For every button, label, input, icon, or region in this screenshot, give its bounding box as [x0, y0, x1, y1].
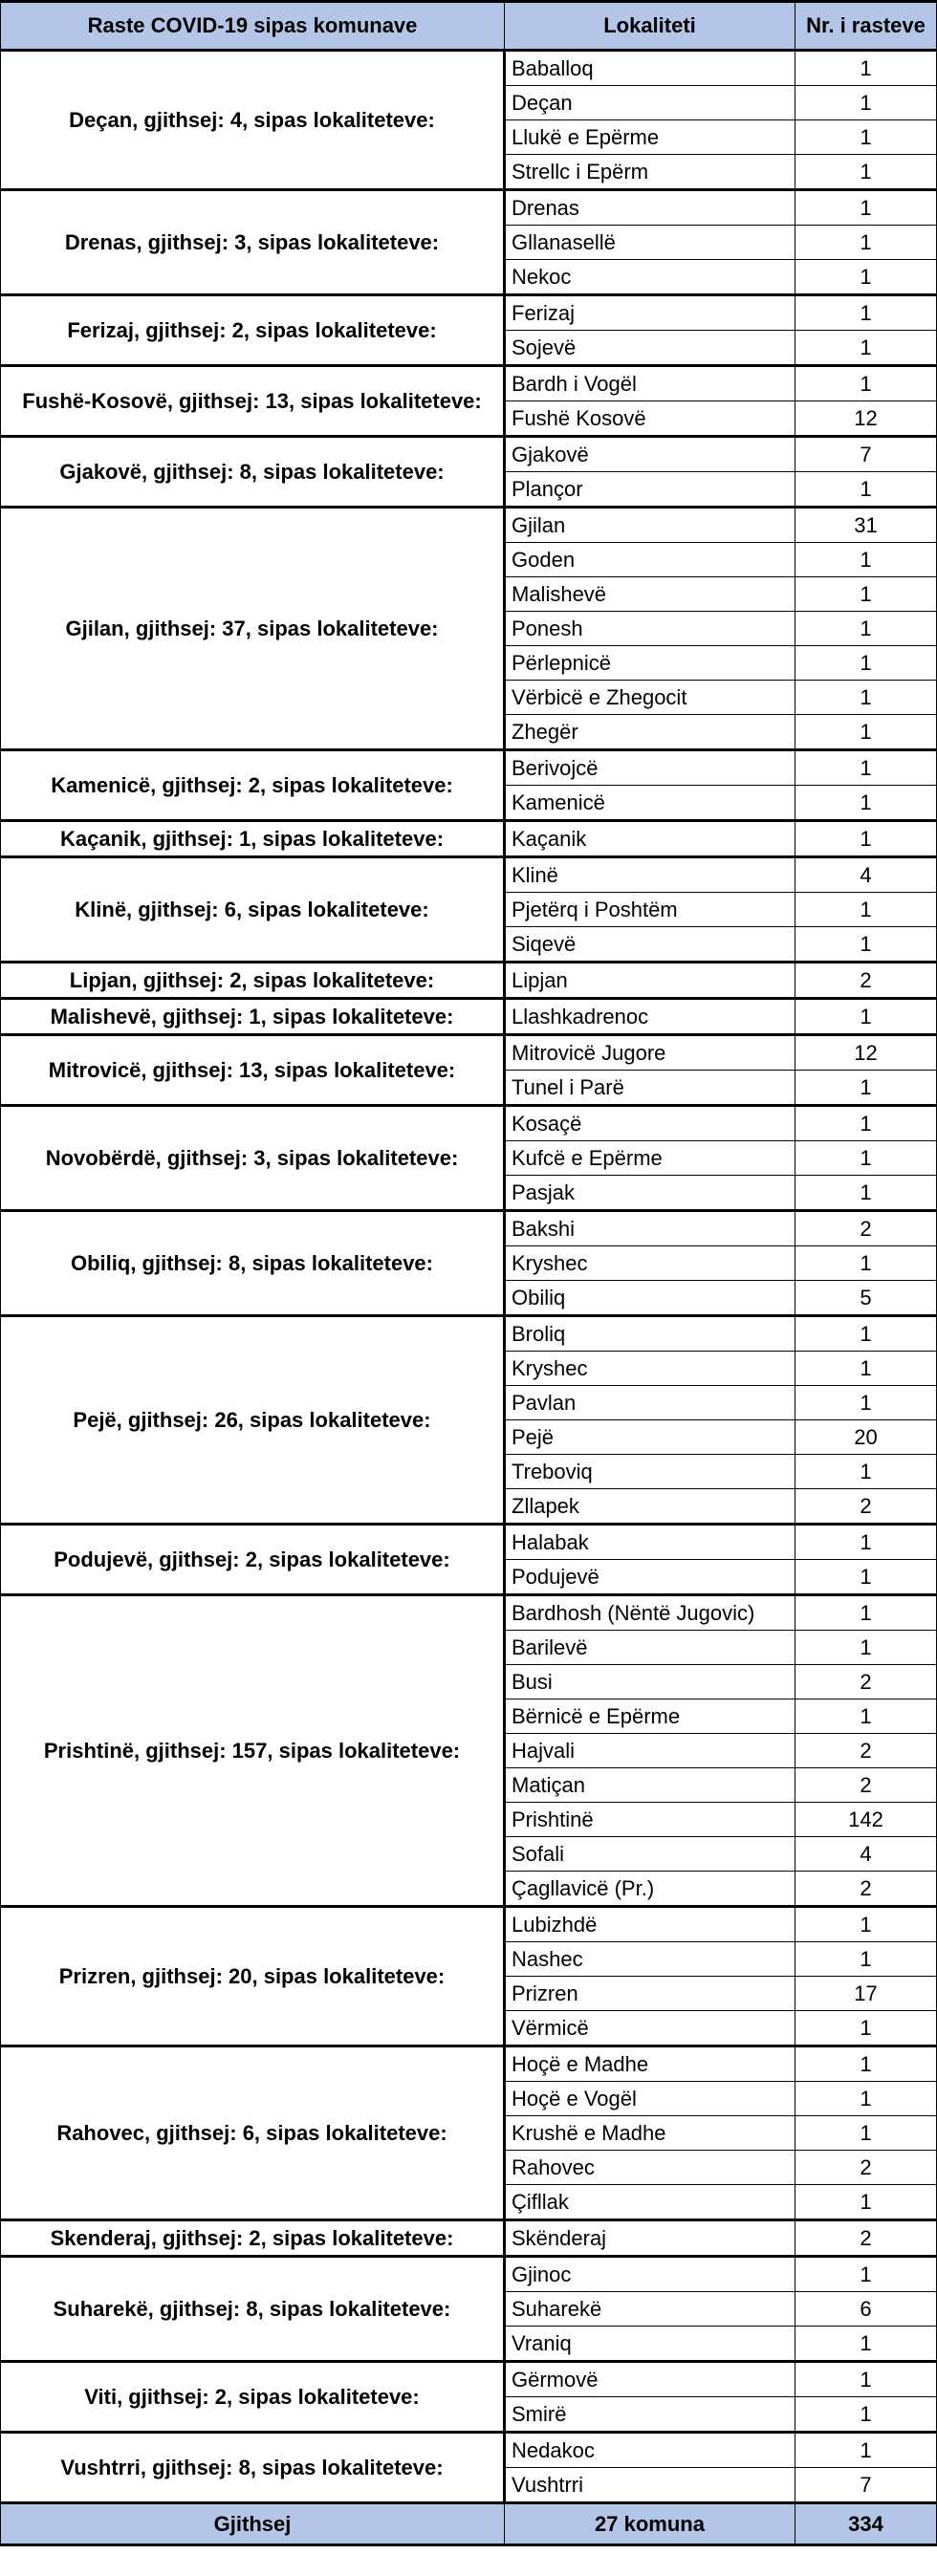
locality-cell: Ponesh: [505, 612, 795, 646]
count-cell: 1: [795, 1141, 937, 1176]
count-cell: 12: [795, 1035, 937, 1071]
locality-cell: Strellc i Epërm: [505, 155, 795, 190]
table-row: [1, 2257, 937, 2292]
count-cell: 1: [795, 472, 937, 508]
count-cell: 2: [795, 1211, 937, 1246]
table-row: [1, 295, 937, 331]
count-cell: 1: [795, 821, 937, 857]
count-cell: 1: [795, 1942, 937, 1977]
count-cell: 1: [795, 226, 937, 260]
count-cell: 1: [795, 2116, 937, 2151]
locality-cell: Fushë Kosovë: [505, 401, 795, 437]
count-cell: 2: [795, 2220, 937, 2257]
locality-cell: Pejë: [505, 1420, 795, 1455]
locality-cell: Çagllavicë (Pr.): [505, 1872, 795, 1907]
locality-cell: Kryshec: [505, 1352, 795, 1386]
locality-cell: Zhegër: [505, 715, 795, 750]
table-row: [1, 821, 937, 857]
locality-cell: Pavlan: [505, 1386, 795, 1420]
count-cell: 1: [795, 2046, 937, 2082]
locality-cell: Rahovec: [505, 2151, 795, 2185]
locality-cell: Obiliq: [505, 1281, 795, 1316]
locality-cell: Bardh i Vogël: [505, 366, 795, 401]
count-cell: 1: [795, 366, 937, 401]
municipality-cell: Prizren, gjithsej: 20, sipas lokaliteteve:: [1, 1907, 505, 2046]
count-cell: 1: [795, 1455, 937, 1489]
count-cell: 1: [795, 681, 937, 715]
count-cell: 1: [795, 612, 937, 646]
locality-cell: Baballoq: [505, 51, 795, 86]
locality-cell: Smirë: [505, 2397, 795, 2433]
count-cell: 1: [795, 2257, 937, 2292]
table-row: [1, 1211, 937, 1246]
count-cell: 1: [795, 1699, 937, 1734]
count-cell: 1: [795, 750, 937, 786]
locality-cell: Deçan: [505, 86, 795, 120]
locality-cell: Hajvali: [505, 1734, 795, 1768]
locality-cell: Gjinoc: [505, 2257, 795, 2292]
count-cell: 1: [795, 2185, 937, 2220]
locality-cell: Malishevë: [505, 577, 795, 612]
count-cell: 1: [795, 2397, 937, 2433]
count-cell: 1: [795, 2433, 937, 2468]
locality-cell: Nekoc: [505, 260, 795, 295]
municipality-cell: Deçan, gjithsej: 4, sipas lokaliteteve:: [1, 51, 505, 190]
locality-cell: Klinë: [505, 857, 795, 893]
count-cell: 17: [795, 1977, 937, 2011]
count-cell: 1: [795, 646, 937, 681]
locality-cell: Mitrovicë Jugore: [505, 1035, 795, 1071]
municipality-cell: Kaçanik, gjithsej: 1, sipas lokaliteteve:: [1, 821, 505, 857]
count-cell: 1: [795, 1386, 937, 1420]
municipality-cell: Gjilan, gjithsej: 37, sipas lokaliteteve:: [1, 508, 505, 750]
count-cell: 1: [795, 2011, 937, 2046]
table-row: [1, 1525, 937, 1560]
table-body: [1, 2, 937, 2545]
locality-cell: Pasjak: [505, 1176, 795, 1211]
locality-cell: Halabak: [505, 1525, 795, 1560]
municipality-cell: Rahovec, gjithsej: 6, sipas lokaliteteve:: [1, 2046, 505, 2220]
table-row: [1, 1907, 937, 1942]
municipality-cell: Pejë, gjithsej: 26, sipas lokaliteteve:: [1, 1316, 505, 1525]
municipality-cell: Novobërdë, gjithsej: 3, sipas lokaliteteve:: [1, 1106, 505, 1211]
locality-cell: Treboviq: [505, 1455, 795, 1489]
locality-cell: Kosaçë: [505, 1106, 795, 1141]
header-row: [1, 2, 937, 51]
locality-cell: Sojevë: [505, 331, 795, 366]
locality-cell: Gërmovë: [505, 2362, 795, 2397]
locality-cell: Hoçë e Vogël: [505, 2082, 795, 2116]
table-row: [1, 750, 937, 786]
count-cell: 142: [795, 1803, 937, 1837]
locality-cell: Kaçanik: [505, 821, 795, 857]
table-row: [1, 1035, 937, 1071]
locality-cell: Goden: [505, 543, 795, 577]
count-cell: 1: [795, 2362, 937, 2397]
municipality-cell: Viti, gjithsej: 2, sipas lokaliteteve:: [1, 2362, 505, 2433]
locality-cell: Krushë e Madhe: [505, 2116, 795, 2151]
count-cell: 12: [795, 401, 937, 437]
locality-cell: Kamenicë: [505, 786, 795, 821]
locality-cell: Vërmicë: [505, 2011, 795, 2046]
count-cell: 7: [795, 2468, 937, 2503]
count-cell: 1: [795, 543, 937, 577]
municipality-cell: Lipjan, gjithsej: 2, sipas lokaliteteve:: [1, 963, 505, 999]
count-cell: 1: [795, 260, 937, 295]
locality-cell: Tunel i Parë: [505, 1071, 795, 1106]
table-row: [1, 437, 937, 472]
locality-cell: Pjetërq i Poshtëm: [505, 893, 795, 927]
table-row: [1, 366, 937, 401]
locality-cell: Zllapek: [505, 1489, 795, 1525]
count-cell: 31: [795, 508, 937, 543]
locality-cell: Nedakoc: [505, 2433, 795, 2468]
count-cell: 2: [795, 1768, 937, 1803]
count-cell: 1: [795, 1907, 937, 1942]
count-cell: 1: [795, 786, 937, 821]
header-municipality: Raste COVID-19 sipas komunave: [1, 2, 505, 51]
count-cell: 1: [795, 927, 937, 963]
locality-cell: Kufcë e Epërme: [505, 1141, 795, 1176]
table-row: [1, 1106, 937, 1141]
count-cell: 1: [795, 1525, 937, 1560]
count-cell: 1: [795, 1176, 937, 1211]
table-row: [1, 2433, 937, 2468]
municipality-cell: Mitrovicë, gjithsej: 13, sipas lokaliteteve:: [1, 1035, 505, 1106]
table-row: [1, 190, 937, 226]
count-cell: 20: [795, 1420, 937, 1455]
count-cell: 1: [795, 1595, 937, 1631]
count-cell: 1: [795, 190, 937, 226]
locality-cell: Vërbicë e Zhegocit: [505, 681, 795, 715]
count-cell: 1: [795, 2082, 937, 2116]
locality-cell: Gllanasellë: [505, 226, 795, 260]
locality-cell: Siqevë: [505, 927, 795, 963]
locality-cell: Lubizhdë: [505, 1907, 795, 1942]
table-row: [1, 2220, 937, 2257]
locality-cell: Bardhosh (Nëntë Jugovic): [505, 1595, 795, 1631]
total-count: 334: [795, 2503, 937, 2545]
locality-cell: Përlepnicë: [505, 646, 795, 681]
locality-cell: Gjilan: [505, 508, 795, 543]
locality-cell: Kryshec: [505, 1246, 795, 1281]
count-cell: 1: [795, 893, 937, 927]
total-label: Gjithsej: [1, 2503, 505, 2545]
table-row: [1, 51, 937, 86]
table-row: [1, 2046, 937, 2082]
locality-cell: Skënderaj: [505, 2220, 795, 2257]
count-cell: 1: [795, 1071, 937, 1106]
municipality-cell: Gjakovë, gjithsej: 8, sipas lokaliteteve:: [1, 437, 505, 508]
table-row: [1, 508, 937, 543]
municipality-cell: Vushtrri, gjithsej: 8, sipas lokaliteteve:: [1, 2433, 505, 2503]
locality-cell: Prizren: [505, 1977, 795, 2011]
total-row: [1, 2503, 937, 2545]
locality-cell: Gjakovë: [505, 437, 795, 472]
count-cell: 1: [795, 1560, 937, 1595]
municipality-cell: Skenderaj, gjithsej: 2, sipas lokaliteteve:: [1, 2220, 505, 2257]
count-cell: 1: [795, 1246, 937, 1281]
count-cell: 2: [795, 963, 937, 999]
municipality-cell: Ferizaj, gjithsej: 2, sipas lokaliteteve:: [1, 295, 505, 366]
count-cell: 1: [795, 1106, 937, 1141]
header-count: Nr. i rasteve: [795, 2, 937, 51]
count-cell: 1: [795, 120, 937, 155]
count-cell: 1: [795, 1631, 937, 1665]
table-row: [1, 2362, 937, 2397]
locality-cell: Ferizaj: [505, 295, 795, 331]
count-cell: 2: [795, 2151, 937, 2185]
municipality-cell: Drenas, gjithsej: 3, sipas lokaliteteve:: [1, 190, 505, 295]
locality-cell: Drenas: [505, 190, 795, 226]
municipality-cell: Klinë, gjithsej: 6, sipas lokaliteteve:: [1, 857, 505, 963]
locality-cell: Bakshi: [505, 1211, 795, 1246]
locality-cell: Llukë e Epërme: [505, 120, 795, 155]
locality-cell: Barilevë: [505, 1631, 795, 1665]
count-cell: 1: [795, 2327, 937, 2362]
table-row: [1, 857, 937, 893]
locality-cell: Prishtinë: [505, 1803, 795, 1837]
locality-cell: Vraniq: [505, 2327, 795, 2362]
municipality-cell: Malishevë, gjithsej: 1, sipas lokaliteteve:: [1, 999, 505, 1035]
count-cell: 1: [795, 155, 937, 190]
locality-cell: Matiçan: [505, 1768, 795, 1803]
count-cell: 6: [795, 2292, 937, 2327]
total-municipalities: 27 komuna: [505, 2503, 795, 2545]
count-cell: 4: [795, 857, 937, 893]
count-cell: 4: [795, 1837, 937, 1872]
table-row: [1, 963, 937, 999]
locality-cell: Sofali: [505, 1837, 795, 1872]
table-row: [1, 1316, 937, 1352]
locality-cell: Berivojcë: [505, 750, 795, 786]
locality-cell: Vushtrri: [505, 2468, 795, 2503]
locality-cell: Plançor: [505, 472, 795, 508]
count-cell: 2: [795, 1872, 937, 1907]
locality-cell: Broliq: [505, 1316, 795, 1352]
header-locality: Lokaliteti: [505, 2, 795, 51]
table-row: [1, 999, 937, 1035]
municipality-cell: Suharekë, gjithsej: 8, sipas lokaliteteve:: [1, 2257, 505, 2362]
count-cell: 2: [795, 1489, 937, 1525]
locality-cell: Bërnicë e Epërme: [505, 1699, 795, 1734]
municipality-cell: Podujevë, gjithsej: 2, sipas lokaliteteve:: [1, 1525, 505, 1595]
locality-cell: Suharekë: [505, 2292, 795, 2327]
municipality-cell: Fushë-Kosovë, gjithsej: 13, sipas lokaliteteve:: [1, 366, 505, 437]
locality-cell: Podujevë: [505, 1560, 795, 1595]
municipality-cell: Obiliq, gjithsej: 8, sipas lokaliteteve:: [1, 1211, 505, 1316]
locality-cell: Çifllak: [505, 2185, 795, 2220]
count-cell: 1: [795, 999, 937, 1035]
locality-cell: Nashec: [505, 1942, 795, 1977]
locality-cell: Lipjan: [505, 963, 795, 999]
municipality-cell: Kamenicë, gjithsej: 2, sipas lokaliteteve:: [1, 750, 505, 821]
locality-cell: Llashkadrenoc: [505, 999, 795, 1035]
locality-cell: Hoçë e Madhe: [505, 2046, 795, 2082]
count-cell: 1: [795, 715, 937, 750]
count-cell: 5: [795, 1281, 937, 1316]
locality-cell: Busi: [505, 1665, 795, 1699]
count-cell: 2: [795, 1665, 937, 1699]
municipality-cell: Prishtinë, gjithsej: 157, sipas lokaliteteve:: [1, 1595, 505, 1907]
count-cell: 1: [795, 295, 937, 331]
count-cell: 1: [795, 331, 937, 366]
count-cell: 1: [795, 1316, 937, 1352]
count-cell: 7: [795, 437, 937, 472]
count-cell: 1: [795, 86, 937, 120]
count-cell: 2: [795, 1734, 937, 1768]
count-cell: 1: [795, 577, 937, 612]
count-cell: 1: [795, 51, 937, 86]
table-row: [1, 1595, 937, 1631]
count-cell: 1: [795, 1352, 937, 1386]
